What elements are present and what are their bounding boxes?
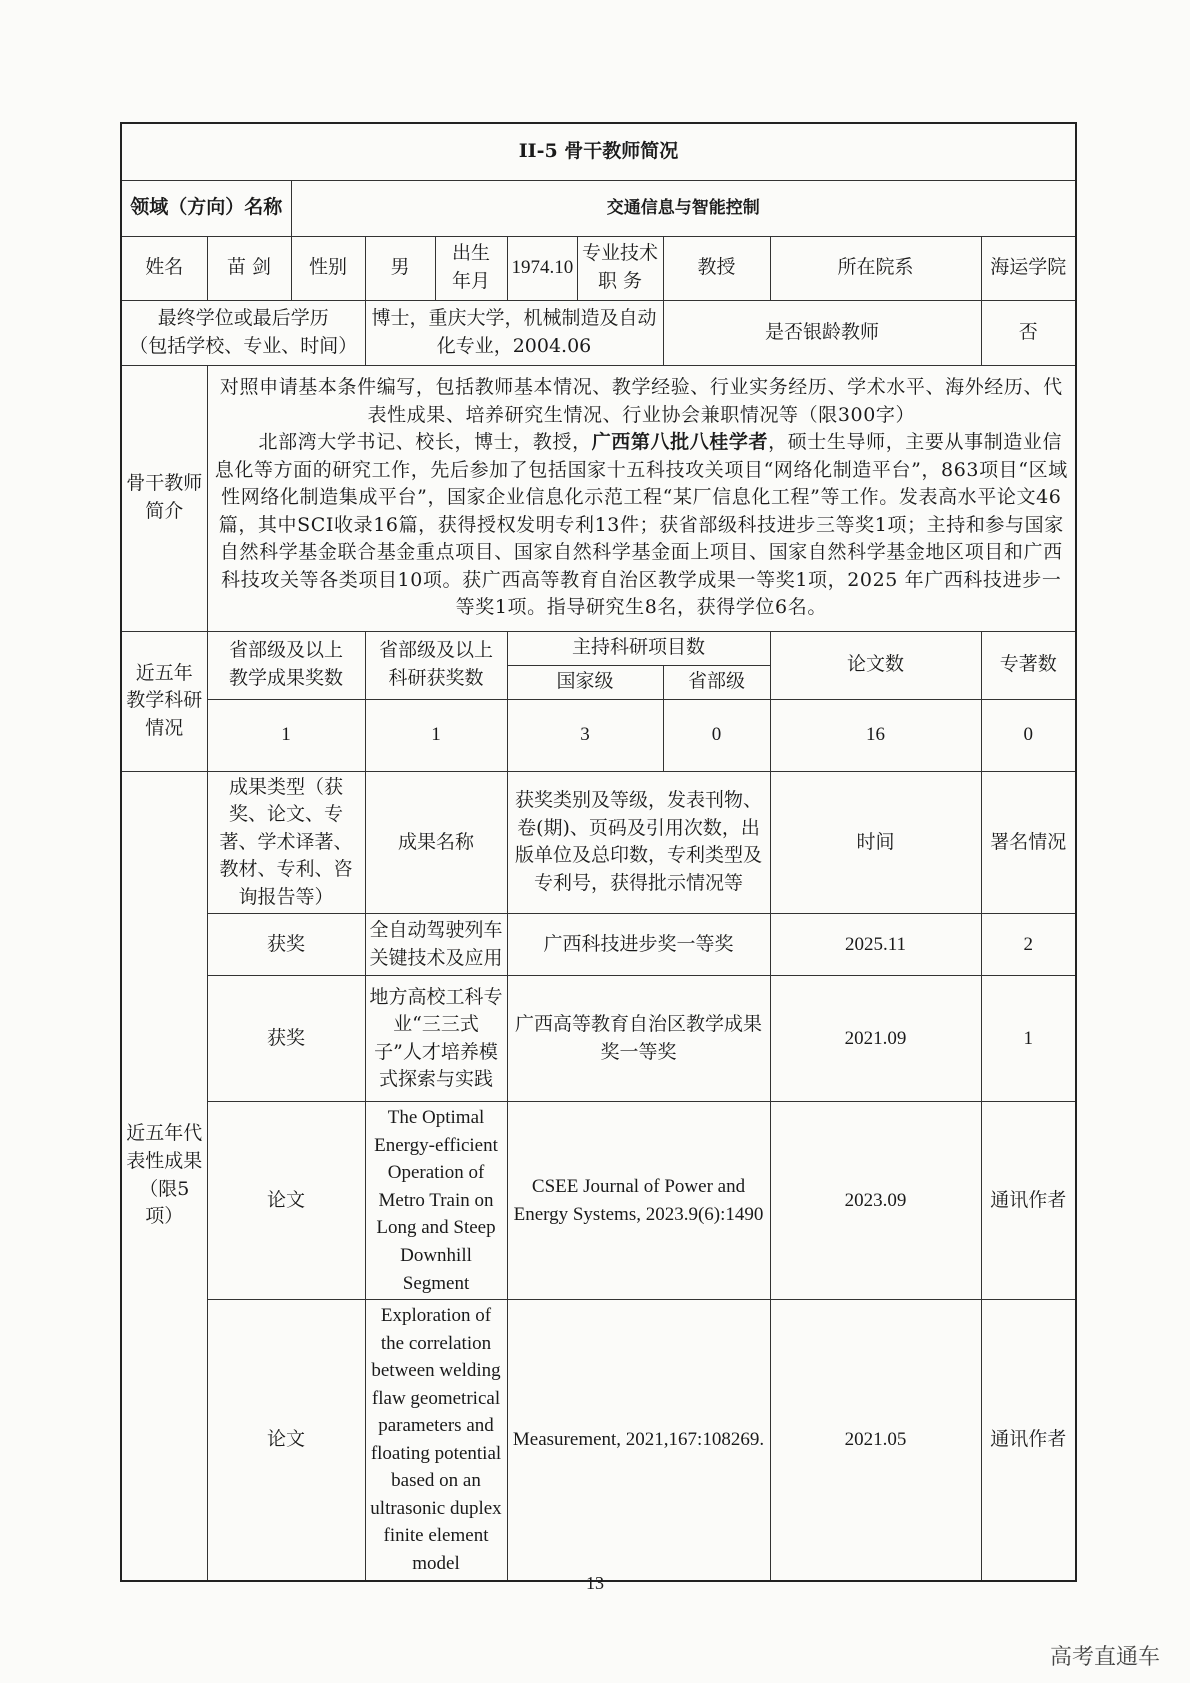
degree-value: 博士，重庆大学，机械制造及自动化专业，2004.06 (365, 300, 663, 365)
stats-header-papers: 论文数 (770, 631, 981, 699)
teacher-profile-table (120, 122, 1077, 1582)
gender-label: 性别 (291, 236, 365, 300)
watermark: 高考直通车 (1049, 1645, 1160, 1670)
ach-header-type: 成果类型（获奖、论文、专著、学术译著、教材、专利、咨询报告等） (207, 771, 365, 914)
gender-value: 男 (365, 236, 435, 300)
ach-detail: Measurement, 2021,167:108269. (507, 1300, 770, 1581)
page-number: 13 (586, 1573, 604, 1593)
ach-header-detail: 获奖类别及等级，发表刊物、卷(期)、页码及引用次数，出版单位及总印数，专利类型及专利号，获得批示情况等 (507, 771, 770, 914)
title-value: 教授 (663, 236, 770, 300)
stats-teaching: 1 (207, 699, 365, 771)
stats-header-teaching: 省部级及以上 教学成果奖数 (207, 631, 365, 699)
name-value: 苗 剑 (207, 236, 291, 300)
field-value: 交通信息与智能控制 (606, 198, 760, 219)
stats-papers: 16 (770, 699, 981, 771)
intro-instruction: 对照申请基本条件编写，包括教师基本情况、教学经验、行业实务经历、学术水平、海外经历、代表性成果、培养研究生情况、行业协会兼职情况等（限300字） (219, 376, 1063, 426)
stats-header-projects: 主持科研项目数 (507, 631, 770, 665)
ach-time: 2025.11 (770, 914, 981, 976)
dept-value: 海运学院 (981, 236, 1076, 300)
ach-sign: 2 (981, 914, 1076, 976)
intro-text (207, 365, 1076, 631)
stats-provincial: 0 (663, 699, 770, 771)
achievements-label: 近五年代 表性成果 （限5项） (121, 771, 207, 1581)
ach-time: 2021.05 (770, 1300, 981, 1581)
ach-name: 全自动驾驶列车关键技术及应用 (365, 914, 507, 976)
stats-header-books: 专著数 (981, 631, 1076, 699)
ach-detail: 广西科技进步奖一等奖 (507, 914, 770, 976)
stats-national: 3 (507, 699, 663, 771)
ach-type: 获奖 (207, 976, 365, 1102)
silver-value: 否 (981, 300, 1076, 365)
ach-header-name: 成果名称 (365, 771, 507, 914)
ach-time: 2021.09 (770, 976, 981, 1102)
table-row (121, 1300, 1076, 1581)
stats-label: 近五年 教学科研 情况 (121, 631, 207, 771)
intro-body: 北部湾大学书记、校长，博士，教授，广西第八批八桂学者，硕士生导师，主要从事制造业信息化等方面的研究工作，先后参加了包括国家十五科技攻关项目“网络化制造平台”，863项目“区域性网络化制造集成平台”，国家企业信息化示范工程“某厂信息化工程”等工作。发表高水平论文46篇，其中SCI收录16篇，获得授权发明专利13件；获省部级科技进步三等奖1项；主持和参与国家自然科学基金联合基金重点项目、国家自然科学基金面上项目、国家自然科学基金地区项目和广西科技攻关等各类项目10项。获广西高等教育自治区教学成果一等奖1项，2025 年广西科技进步一等奖1项。指导研究生8名，获得学位6名。 (214, 431, 1068, 619)
ach-time: 2023.09 (770, 1102, 981, 1300)
ach-header-sign: 署名情况 (981, 771, 1076, 914)
stats-header-provincial: 省部级 (663, 665, 770, 699)
ach-type: 获奖 (207, 914, 365, 976)
field-label: 领域（方向）名称 (121, 180, 291, 236)
ach-name: 地方高校工科专业“三三式子”人才培养模式探索与实践 (365, 976, 507, 1102)
ach-type: 论文 (207, 1102, 365, 1300)
table-row (121, 914, 1076, 976)
stats-header-research: 省部级及以上 科研获奖数 (365, 631, 507, 699)
ach-detail: 广西高等教育自治区教学成果奖一等奖 (507, 976, 770, 1102)
ach-sign: 通讯作者 (981, 1102, 1076, 1300)
stats-header-national: 国家级 (507, 665, 663, 699)
birth-label: 出生 年月 (435, 236, 507, 300)
ach-sign: 通讯作者 (981, 1300, 1076, 1581)
ach-sign: 1 (981, 976, 1076, 1102)
stats-books: 0 (981, 699, 1076, 771)
ach-name: The Optimal Energy-efficient Operation of Metro Train on Long and Steep Downhill Segment (365, 1102, 507, 1300)
ach-name: Exploration of the correlation between welding flaw geometrical parameters and floating potential based on an ultrasonic duplex finite element model (365, 1300, 507, 1581)
ach-detail: CSEE Journal of Power and Energy Systems, 2023.9(6):1490 (507, 1102, 770, 1300)
title-label: 专业技术 职 务 (577, 236, 663, 300)
ach-type: 论文 (207, 1300, 365, 1581)
table-row (121, 976, 1076, 1102)
section-title: II-5 骨干教师简况 (121, 123, 1076, 180)
table-row (121, 1102, 1076, 1300)
stats-research: 1 (365, 699, 507, 771)
intro-label: 骨干教师 简介 (121, 365, 207, 631)
silver-label: 是否银龄教师 (663, 300, 981, 365)
name-label: 姓名 (121, 236, 207, 300)
degree-label: 最终学位或最后学历 （包括学校、专业、时间） (121, 300, 365, 365)
dept-label: 所在院系 (770, 236, 981, 300)
ach-header-time: 时间 (770, 771, 981, 914)
birth-value: 1974.10 (507, 236, 577, 300)
